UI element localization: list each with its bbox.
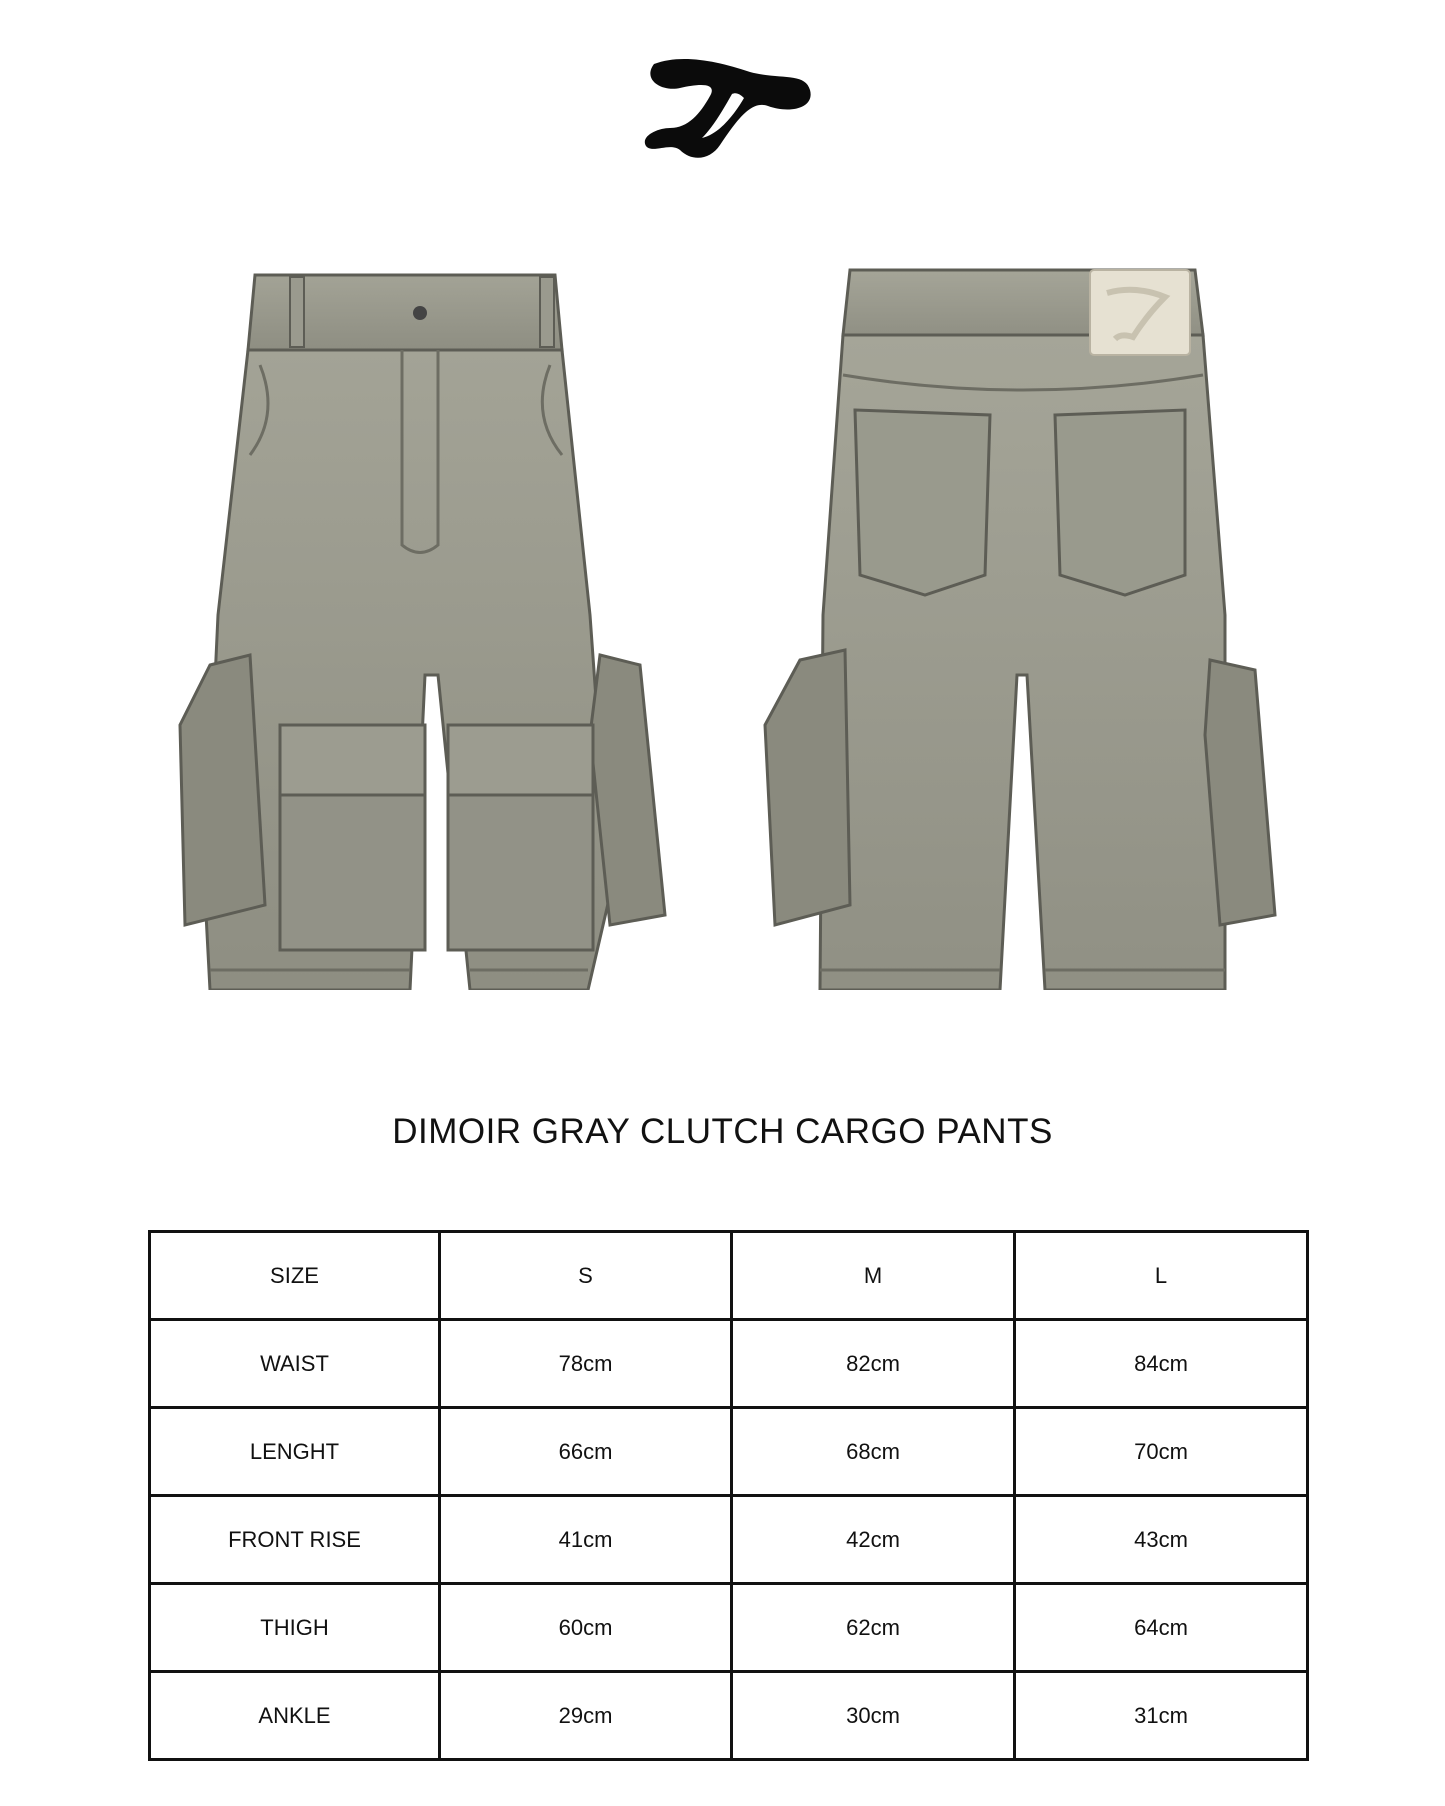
measurement-label: WAIST	[150, 1320, 440, 1408]
size-header-cell: S	[440, 1232, 732, 1320]
measurement-value: 60cm	[440, 1584, 732, 1672]
table-row	[150, 1408, 1308, 1496]
cargo-shorts-back-image	[755, 255, 1295, 990]
product-title: DIMOIR GRAY CLUTCH CARGO PANTS	[392, 1112, 1053, 1151]
size-header-cell: SIZE	[150, 1232, 440, 1320]
measurement-value: 62cm	[732, 1584, 1015, 1672]
measurement-value: 41cm	[440, 1496, 732, 1584]
size-header-row	[150, 1232, 1308, 1320]
table-row	[150, 1672, 1308, 1760]
measurement-label: FRONT RISE	[150, 1496, 440, 1584]
measurement-value: 30cm	[732, 1672, 1015, 1760]
measurement-value: 42cm	[732, 1496, 1015, 1584]
size-header-cell: M	[732, 1232, 1015, 1320]
measurement-value: 64cm	[1015, 1584, 1308, 1672]
dimoir-logo-icon	[640, 50, 815, 170]
measurement-value: 70cm	[1015, 1408, 1308, 1496]
table-row	[150, 1320, 1308, 1408]
size-chart-table	[148, 1230, 1309, 1761]
cargo-shorts-front-image	[170, 255, 690, 990]
measurement-label: LENGHT	[150, 1408, 440, 1496]
table-row	[150, 1496, 1308, 1584]
measurement-label: ANKLE	[150, 1672, 440, 1760]
measurement-value: 43cm	[1015, 1496, 1308, 1584]
table-row	[150, 1584, 1308, 1672]
measurement-value: 29cm	[440, 1672, 732, 1760]
measurement-value: 31cm	[1015, 1672, 1308, 1760]
measurement-value: 68cm	[732, 1408, 1015, 1496]
size-header-cell: L	[1015, 1232, 1308, 1320]
measurement-value: 82cm	[732, 1320, 1015, 1408]
measurement-value: 78cm	[440, 1320, 732, 1408]
measurement-value: 84cm	[1015, 1320, 1308, 1408]
measurement-label: THIGH	[150, 1584, 440, 1672]
measurement-value: 66cm	[440, 1408, 732, 1496]
